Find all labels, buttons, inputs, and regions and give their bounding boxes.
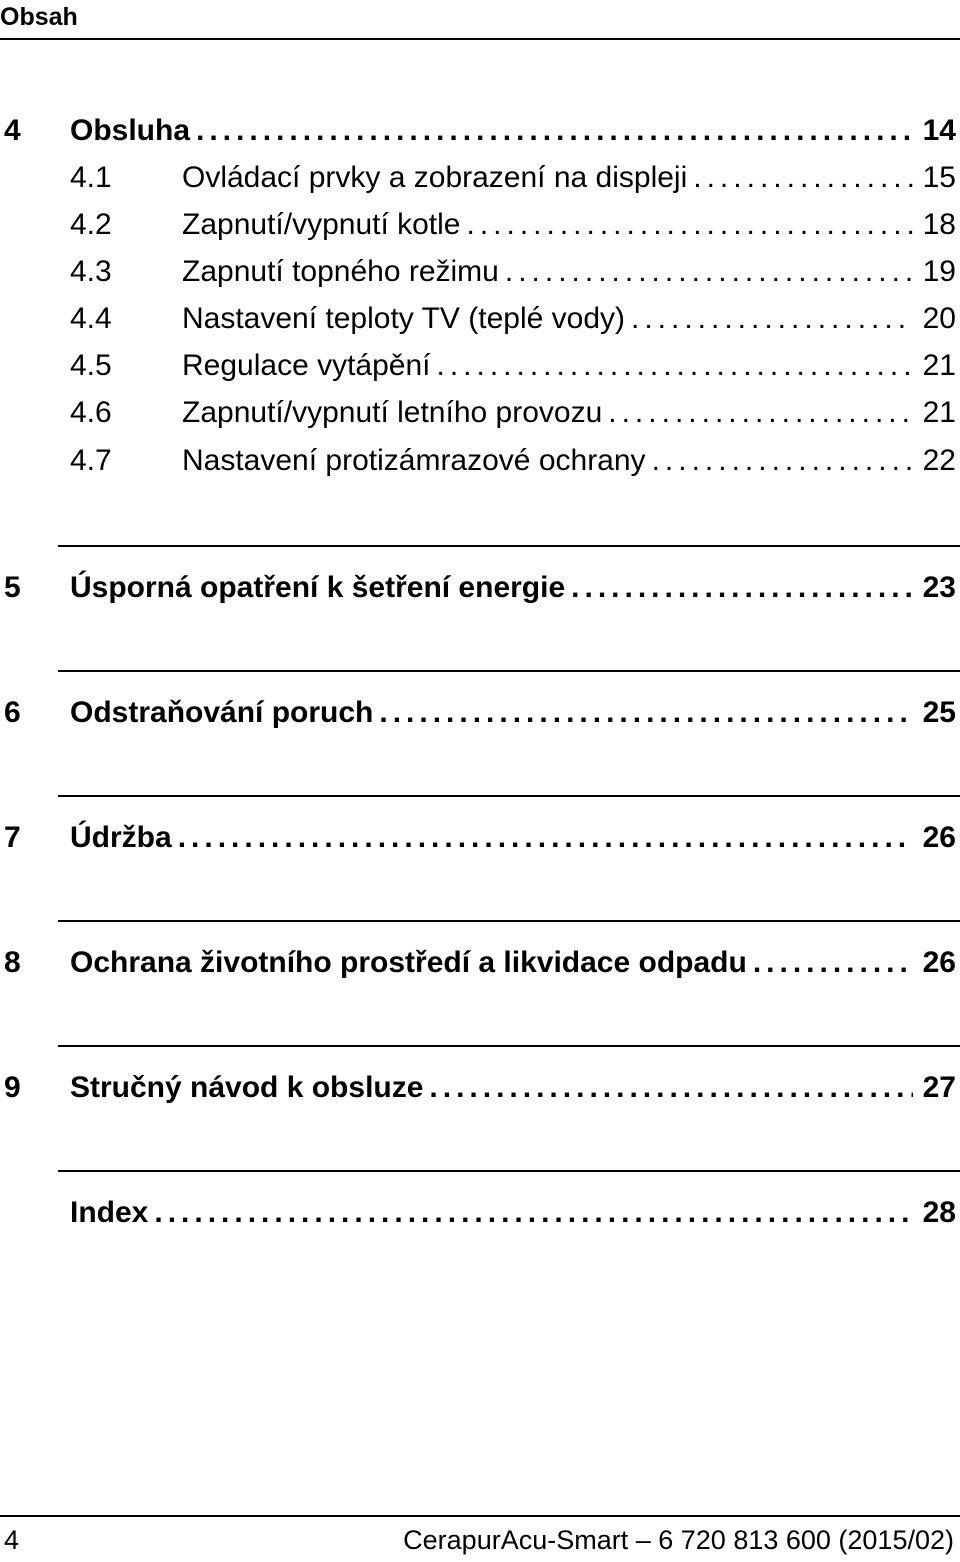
section-divider xyxy=(58,545,960,547)
toc-entry-number: 5 xyxy=(4,571,21,604)
toc-entry-page: 18 xyxy=(922,208,956,241)
dot-leader xyxy=(172,818,913,858)
toc-entry-title: Obsluha xyxy=(70,114,191,147)
toc-entry-page: 26 xyxy=(922,821,956,854)
toc-entry-4-7[interactable] xyxy=(0,441,960,481)
dot-leader xyxy=(148,1193,912,1233)
header-divider xyxy=(0,38,960,40)
section-divider xyxy=(58,920,960,922)
dot-leader xyxy=(625,299,913,339)
toc-entry-number: 4.6 xyxy=(70,396,112,429)
toc-entry-number: 4 xyxy=(4,114,21,147)
dot-leader xyxy=(602,393,912,433)
section-divider xyxy=(58,1170,960,1172)
toc-entry-page: 15 xyxy=(922,161,956,194)
toc-entry-page: 23 xyxy=(922,571,956,604)
toc-entry-page: 21 xyxy=(922,396,956,429)
section-divider xyxy=(58,1045,960,1047)
toc-entry-page: 19 xyxy=(922,255,956,288)
toc-entry-title: Údržba xyxy=(70,821,172,854)
toc-entry-number: 4.2 xyxy=(70,208,112,241)
toc-entry-page: 14 xyxy=(922,114,956,147)
section-divider xyxy=(58,795,960,797)
toc-entry-4-5[interactable] xyxy=(0,346,960,386)
toc-entry-number: 7 xyxy=(4,821,21,854)
toc-entry-chapter-8[interactable] xyxy=(0,943,960,983)
toc-entry-title: Nastavení protizámrazové ochrany xyxy=(182,444,646,477)
dot-leader xyxy=(431,346,913,386)
toc-entry-number: 4.4 xyxy=(70,302,112,335)
toc-entry-title: Index xyxy=(70,1196,149,1229)
toc-entry-index[interactable] xyxy=(0,1193,960,1233)
toc-entry-title: Zapnutí/vypnutí kotle xyxy=(182,208,461,241)
toc-entry-title: Zapnutí/vypnutí letního provozu xyxy=(182,396,603,429)
footer-divider xyxy=(0,1515,960,1517)
toc-entry-4-2[interactable] xyxy=(0,205,960,245)
dot-leader xyxy=(461,205,913,245)
footer-document-id: CerapurAcu-Smart – 6 720 813 600 (2015/02) xyxy=(403,1525,954,1555)
toc-entry-4-6[interactable] xyxy=(0,393,960,433)
toc-entry-page: 26 xyxy=(922,946,956,979)
toc-entry-page: 28 xyxy=(922,1196,956,1229)
toc-entry-number: 4.7 xyxy=(70,444,112,477)
toc-entry-4-3[interactable] xyxy=(0,252,960,292)
dot-leader xyxy=(687,158,912,198)
toc-entry-title: Ovládací prvky a zobrazení na displeji xyxy=(182,161,688,194)
toc-entry-chapter-7[interactable] xyxy=(0,818,960,858)
dot-leader xyxy=(423,1068,912,1108)
toc-entry-title: Zapnutí topného režimu xyxy=(182,255,499,288)
toc-entry-number: 4.5 xyxy=(70,349,112,382)
toc-entry-page: 20 xyxy=(922,302,956,335)
toc-entry-page: 22 xyxy=(922,444,956,477)
dot-leader xyxy=(646,441,913,481)
toc-entry-4-1[interactable] xyxy=(0,158,960,198)
toc-entry-number: 4.3 xyxy=(70,255,112,288)
dot-leader xyxy=(190,111,913,151)
toc-entry-chapter-9[interactable] xyxy=(0,1068,960,1108)
toc-entry-title: Regulace vytápění xyxy=(182,349,431,382)
toc-entry-title: Ochrana životního prostředí a likvidace odpadu xyxy=(70,946,747,979)
toc-entry-title: Stručný návod k obsluze xyxy=(70,1071,424,1104)
toc-entry-title: Odstraňování poruch xyxy=(70,696,374,729)
dot-leader xyxy=(565,568,912,608)
toc-entry-number: 6 xyxy=(4,696,21,729)
toc-entry-chapter-4[interactable] xyxy=(0,111,960,151)
toc-entry-page: 21 xyxy=(922,349,956,382)
dot-leader xyxy=(747,943,913,983)
section-divider xyxy=(58,670,960,672)
toc-entry-number: 4.1 xyxy=(70,161,112,194)
dot-leader xyxy=(373,693,912,733)
toc-entry-chapter-5[interactable] xyxy=(0,568,960,608)
toc-entry-number: 9 xyxy=(4,1071,21,1104)
toc-entry-page: 27 xyxy=(922,1071,956,1104)
footer-page-number: 4 xyxy=(4,1525,20,1555)
dot-leader xyxy=(499,252,913,292)
page-header-title: Obsah xyxy=(0,3,78,31)
toc-entry-page: 25 xyxy=(922,696,956,729)
toc-entry-title: Úsporná opatření k šetření energie xyxy=(70,571,566,604)
toc-entry-title: Nastavení teploty TV (teplé vody) xyxy=(182,302,625,335)
toc-entry-number: 8 xyxy=(4,946,21,979)
toc-entry-4-4[interactable] xyxy=(0,299,960,339)
toc-entry-chapter-6[interactable] xyxy=(0,693,960,733)
